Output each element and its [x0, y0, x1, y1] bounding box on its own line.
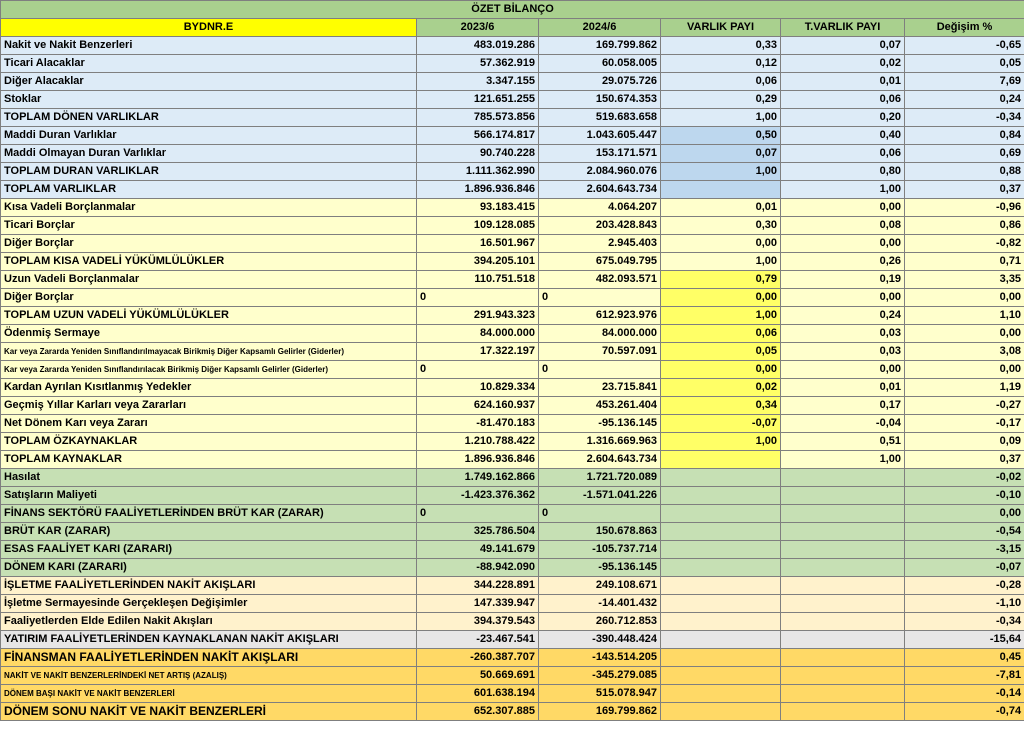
varlik-payi — [661, 577, 781, 595]
value-2023: 785.573.856 — [417, 109, 539, 127]
degisim: -0,28 — [905, 577, 1024, 595]
row-label: TOPLAM ÖZKAYNAKLAR — [1, 433, 417, 451]
table-row — [1, 199, 1024, 217]
t-varlik-payi: 0,17 — [781, 397, 905, 415]
row-label: Nakit ve Nakit Benzerleri — [1, 37, 417, 55]
t-varlik-payi: 0,08 — [781, 217, 905, 235]
varlik-payi: 0,50 — [661, 127, 781, 145]
degisim: -0,10 — [905, 487, 1024, 505]
t-varlik-payi: 0,06 — [781, 91, 905, 109]
value-2023: 1.111.362.990 — [417, 163, 539, 181]
table-row — [1, 559, 1024, 577]
row-label: Kar veya Zararda Yeniden Sınıflandırılacak Birikmiş Diğer Kapsamlı Gelirler (Giderler) — [1, 361, 417, 379]
varlik-payi: 0,07 — [661, 145, 781, 163]
value-2024: 60.058.005 — [539, 55, 661, 73]
varlik-payi: 0,00 — [661, 289, 781, 307]
degisim: -0,34 — [905, 109, 1024, 127]
varlik-payi — [661, 703, 781, 721]
value-2024: 453.261.404 — [539, 397, 661, 415]
value-2024: 612.923.976 — [539, 307, 661, 325]
varlik-payi — [661, 559, 781, 577]
degisim: -0,34 — [905, 613, 1024, 631]
sheet-title: ÖZET BİLANÇO — [1, 1, 1024, 19]
degisim: -15,64 — [905, 631, 1024, 649]
varlik-payi: 0,00 — [661, 235, 781, 253]
row-label: Kar veya Zararda Yeniden Sınıflandırılmayacak Birikmiş Diğer Kapsamlı Gelirler (Giderler) — [1, 343, 417, 361]
value-2024: 4.064.207 — [539, 199, 661, 217]
value-2023: 147.339.947 — [417, 595, 539, 613]
value-2023: 90.740.228 — [417, 145, 539, 163]
row-label: DÖNEM BAŞI NAKİT VE NAKİT BENZERLERİ — [1, 685, 417, 703]
table-row — [1, 703, 1024, 721]
value-2023: 624.160.937 — [417, 397, 539, 415]
degisim: -7,81 — [905, 667, 1024, 685]
value-2024: -1.571.041.226 — [539, 487, 661, 505]
table-row — [1, 163, 1024, 181]
table-row — [1, 91, 1024, 109]
varlik-payi: 1,00 — [661, 433, 781, 451]
value-2023: 0 — [417, 361, 539, 379]
row-label: İşletme Sermayesinde Gerçekleşen Değişimler — [1, 595, 417, 613]
value-2024: 84.000.000 — [539, 325, 661, 343]
t-varlik-payi: 0,24 — [781, 307, 905, 325]
t-varlik-payi: 0,00 — [781, 235, 905, 253]
varlik-payi: 0,79 — [661, 271, 781, 289]
table-row — [1, 325, 1024, 343]
value-2023: 483.019.286 — [417, 37, 539, 55]
value-2023: 93.183.415 — [417, 199, 539, 217]
t-varlik-payi: 0,01 — [781, 73, 905, 91]
value-2024: -345.279.085 — [539, 667, 661, 685]
row-label: Maddi Olmayan Duran Varlıklar — [1, 145, 417, 163]
degisim: 0,24 — [905, 91, 1024, 109]
t-varlik-payi — [781, 523, 905, 541]
degisim: -0,82 — [905, 235, 1024, 253]
t-varlik-payi: 0,01 — [781, 379, 905, 397]
row-label: DÖNEM KARI (ZARARI) — [1, 559, 417, 577]
row-label: Ödenmiş Sermaye — [1, 325, 417, 343]
t-varlik-payi — [781, 541, 905, 559]
value-2024: 1.043.605.447 — [539, 127, 661, 145]
value-2023: 1.896.936.846 — [417, 181, 539, 199]
t-varlik-payi: 0,07 — [781, 37, 905, 55]
value-2024: 249.108.671 — [539, 577, 661, 595]
value-2023: 394.379.543 — [417, 613, 539, 631]
table-row — [1, 289, 1024, 307]
varlik-payi: 1,00 — [661, 253, 781, 271]
degisim: 0,00 — [905, 505, 1024, 523]
table-row — [1, 343, 1024, 361]
t-varlik-payi — [781, 613, 905, 631]
table-row — [1, 73, 1024, 91]
varlik-payi: 0,06 — [661, 73, 781, 91]
varlik-payi: 1,00 — [661, 163, 781, 181]
varlik-payi: 0,02 — [661, 379, 781, 397]
table-row — [1, 109, 1024, 127]
t-varlik-payi: 0,20 — [781, 109, 905, 127]
row-label: Satışların Maliyeti — [1, 487, 417, 505]
table-row — [1, 415, 1024, 433]
value-2023: -1.423.376.362 — [417, 487, 539, 505]
degisim: 0,86 — [905, 217, 1024, 235]
value-2023: 110.751.518 — [417, 271, 539, 289]
row-label: TOPLAM KAYNAKLAR — [1, 451, 417, 469]
t-varlik-payi: 1,00 — [781, 181, 905, 199]
degisim: -3,15 — [905, 541, 1024, 559]
value-2023: -260.387.707 — [417, 649, 539, 667]
row-label: TOPLAM VARLIKLAR — [1, 181, 417, 199]
t-varlik-payi: 0,40 — [781, 127, 905, 145]
value-2024: -143.514.205 — [539, 649, 661, 667]
degisim: 0,45 — [905, 649, 1024, 667]
value-2024: -390.448.424 — [539, 631, 661, 649]
degisim-header: Değişim % — [905, 19, 1024, 37]
value-2024: 260.712.853 — [539, 613, 661, 631]
t-varlik-payi: 0,51 — [781, 433, 905, 451]
value-2023: -23.467.541 — [417, 631, 539, 649]
t-varlik-payi — [781, 685, 905, 703]
degisim: 0,84 — [905, 127, 1024, 145]
degisim: 0,00 — [905, 361, 1024, 379]
varlik-payi — [661, 487, 781, 505]
t-varlik-payi: 0,00 — [781, 289, 905, 307]
value-2024: 0 — [539, 361, 661, 379]
value-2023: 1.749.162.866 — [417, 469, 539, 487]
varlik-payi: -0,07 — [661, 415, 781, 433]
value-2023: 1.896.936.846 — [417, 451, 539, 469]
table-row — [1, 235, 1024, 253]
varlik-payi: 0,12 — [661, 55, 781, 73]
value-2023: 325.786.504 — [417, 523, 539, 541]
degisim: 0,88 — [905, 163, 1024, 181]
value-2023: 57.362.919 — [417, 55, 539, 73]
row-label: Faaliyetlerden Elde Edilen Nakit Akışları — [1, 613, 417, 631]
value-2024: 23.715.841 — [539, 379, 661, 397]
t-varlik-payi — [781, 667, 905, 685]
t-varlik-payi-header: T.VARLIK PAYI — [781, 19, 905, 37]
degisim: -0,96 — [905, 199, 1024, 217]
value-2023: 3.347.155 — [417, 73, 539, 91]
value-2023: 601.638.194 — [417, 685, 539, 703]
t-varlik-payi — [781, 595, 905, 613]
varlik-payi — [661, 505, 781, 523]
table-row — [1, 217, 1024, 235]
value-2023: 121.651.255 — [417, 91, 539, 109]
row-label: TOPLAM DÖNEN VARLIKLAR — [1, 109, 417, 127]
row-label: Ticari Borçlar — [1, 217, 417, 235]
row-label: Kardan Ayrılan Kısıtlanmış Yedekler — [1, 379, 417, 397]
varlik-payi — [661, 523, 781, 541]
varlik-payi: 0,05 — [661, 343, 781, 361]
value-2024: 203.428.843 — [539, 217, 661, 235]
degisim: 0,05 — [905, 55, 1024, 73]
table-row — [1, 541, 1024, 559]
t-varlik-payi: -0,04 — [781, 415, 905, 433]
t-varlik-payi — [781, 703, 905, 721]
degisim: -0,17 — [905, 415, 1024, 433]
table-row — [1, 649, 1024, 667]
value-2023: 1.210.788.422 — [417, 433, 539, 451]
row-label: NAKİT VE NAKİT BENZERLERİNDEKİ NET ARTIŞ (AZALIŞ) — [1, 667, 417, 685]
value-2024: 2.945.403 — [539, 235, 661, 253]
varlik-payi: 1,00 — [661, 307, 781, 325]
degisim: -1,10 — [905, 595, 1024, 613]
value-2023: 17.322.197 — [417, 343, 539, 361]
table-row — [1, 469, 1024, 487]
table-row — [1, 55, 1024, 73]
varlik-payi — [661, 181, 781, 199]
table-row — [1, 433, 1024, 451]
value-2023: 109.128.085 — [417, 217, 539, 235]
t-varlik-payi: 0,03 — [781, 343, 905, 361]
t-varlik-payi — [781, 631, 905, 649]
table-row — [1, 397, 1024, 415]
value-2024: 482.093.571 — [539, 271, 661, 289]
value-2024: -105.737.714 — [539, 541, 661, 559]
row-label: Diğer Borçlar — [1, 289, 417, 307]
year1-header: 2023/6 — [417, 19, 539, 37]
t-varlik-payi — [781, 649, 905, 667]
varlik-payi — [661, 595, 781, 613]
value-2023: 49.141.679 — [417, 541, 539, 559]
table-row — [1, 379, 1024, 397]
value-2023: 344.228.891 — [417, 577, 539, 595]
value-2023: 0 — [417, 505, 539, 523]
varlik-payi — [661, 685, 781, 703]
degisim: 0,00 — [905, 289, 1024, 307]
table-row — [1, 361, 1024, 379]
varlik-payi — [661, 451, 781, 469]
row-label: Diğer Borçlar — [1, 235, 417, 253]
varlik-payi: 0,34 — [661, 397, 781, 415]
value-2023: -88.942.090 — [417, 559, 539, 577]
value-2023: 291.943.323 — [417, 307, 539, 325]
row-label: İŞLETME FAALİYETLERİNDEN NAKİT AKIŞLARI — [1, 577, 417, 595]
degisim: 1,19 — [905, 379, 1024, 397]
table-row — [1, 307, 1024, 325]
row-label: Kısa Vadeli Borçlanmalar — [1, 199, 417, 217]
table-row — [1, 37, 1024, 55]
value-2024: 2.604.643.734 — [539, 451, 661, 469]
degisim: 3,08 — [905, 343, 1024, 361]
degisim: -0,27 — [905, 397, 1024, 415]
value-2024: 150.678.863 — [539, 523, 661, 541]
row-label: YATIRIM FAALİYETLERİNDEN KAYNAKLANAN NAKİT AKIŞLARI — [1, 631, 417, 649]
value-2024: 515.078.947 — [539, 685, 661, 703]
t-varlik-payi — [781, 487, 905, 505]
row-label: FİNANSMAN FAALİYETLERİNDEN NAKİT AKIŞLARI — [1, 649, 417, 667]
row-label: TOPLAM UZUN VADELİ YÜKÜMLÜLÜKLER — [1, 307, 417, 325]
value-2023: 566.174.817 — [417, 127, 539, 145]
value-2023: 10.829.334 — [417, 379, 539, 397]
degisim: -0,54 — [905, 523, 1024, 541]
varlik-payi: 0,29 — [661, 91, 781, 109]
degisim: 0,37 — [905, 451, 1024, 469]
row-label: Uzun Vadeli Borçlanmalar — [1, 271, 417, 289]
table-row — [1, 487, 1024, 505]
row-label: Ticari Alacaklar — [1, 55, 417, 73]
row-label: Stoklar — [1, 91, 417, 109]
value-2023: 50.669.691 — [417, 667, 539, 685]
table-row — [1, 631, 1024, 649]
t-varlik-payi: 0,06 — [781, 145, 905, 163]
degisim: -0,02 — [905, 469, 1024, 487]
varlik-payi — [661, 649, 781, 667]
t-varlik-payi: 0,03 — [781, 325, 905, 343]
varlik-payi — [661, 469, 781, 487]
row-label: TOPLAM DURAN VARLIKLAR — [1, 163, 417, 181]
value-2024: 153.171.571 — [539, 145, 661, 163]
t-varlik-payi — [781, 505, 905, 523]
value-2024: -95.136.145 — [539, 415, 661, 433]
row-label: Hasılat — [1, 469, 417, 487]
degisim: -0,14 — [905, 685, 1024, 703]
value-2024: 169.799.862 — [539, 37, 661, 55]
t-varlik-payi: 0,19 — [781, 271, 905, 289]
value-2024: 70.597.091 — [539, 343, 661, 361]
varlik-payi: 0,33 — [661, 37, 781, 55]
degisim: -0,74 — [905, 703, 1024, 721]
row-label: Net Dönem Karı veya Zararı — [1, 415, 417, 433]
degisim: 0,71 — [905, 253, 1024, 271]
t-varlik-payi: 0,80 — [781, 163, 905, 181]
varlik-payi: 0,00 — [661, 361, 781, 379]
value-2024: 2.084.960.076 — [539, 163, 661, 181]
ticker-header: BYDNR.E — [1, 19, 417, 37]
row-label: ESAS FAALİYET KARI (ZARARI) — [1, 541, 417, 559]
t-varlik-payi: 0,00 — [781, 361, 905, 379]
degisim: 1,10 — [905, 307, 1024, 325]
t-varlik-payi — [781, 559, 905, 577]
degisim: 0,00 — [905, 325, 1024, 343]
t-varlik-payi: 0,26 — [781, 253, 905, 271]
varlik-payi: 0,06 — [661, 325, 781, 343]
degisim: 0,09 — [905, 433, 1024, 451]
table-row — [1, 505, 1024, 523]
varlik-payi — [661, 667, 781, 685]
value-2024: 675.049.795 — [539, 253, 661, 271]
value-2024: 0 — [539, 289, 661, 307]
varlik-payi-header: VARLIK PAYI — [661, 19, 781, 37]
row-label: FİNANS SEKTÖRÜ FAALİYETLERİNDEN BRÜT KAR (ZARAR) — [1, 505, 417, 523]
value-2024: 169.799.862 — [539, 703, 661, 721]
t-varlik-payi: 0,02 — [781, 55, 905, 73]
value-2024: 2.604.643.734 — [539, 181, 661, 199]
table-row — [1, 523, 1024, 541]
degisim: -0,07 — [905, 559, 1024, 577]
table-row — [1, 145, 1024, 163]
varlik-payi: 0,30 — [661, 217, 781, 235]
varlik-payi: 1,00 — [661, 109, 781, 127]
table-row — [1, 181, 1024, 199]
table-row — [1, 613, 1024, 631]
value-2024: 519.683.658 — [539, 109, 661, 127]
value-2023: 84.000.000 — [417, 325, 539, 343]
table-row — [1, 253, 1024, 271]
table-row — [1, 271, 1024, 289]
value-2023: -81.470.183 — [417, 415, 539, 433]
t-varlik-payi: 0,00 — [781, 199, 905, 217]
year2-header: 2024/6 — [539, 19, 661, 37]
degisim: 7,69 — [905, 73, 1024, 91]
value-2024: 150.674.353 — [539, 91, 661, 109]
table-row — [1, 685, 1024, 703]
value-2024: 1.316.669.963 — [539, 433, 661, 451]
value-2024: 1.721.720.089 — [539, 469, 661, 487]
value-2024: 29.075.726 — [539, 73, 661, 91]
table-row — [1, 451, 1024, 469]
value-2024: 0 — [539, 505, 661, 523]
table-row — [1, 595, 1024, 613]
t-varlik-payi — [781, 469, 905, 487]
varlik-payi — [661, 613, 781, 631]
value-2023: 0 — [417, 289, 539, 307]
value-2023: 16.501.967 — [417, 235, 539, 253]
degisim: 0,69 — [905, 145, 1024, 163]
row-label: TOPLAM KISA VADELİ YÜKÜMLÜLÜKLER — [1, 253, 417, 271]
value-2023: 394.205.101 — [417, 253, 539, 271]
row-label: Diğer Alacaklar — [1, 73, 417, 91]
value-2024: -95.136.145 — [539, 559, 661, 577]
varlik-payi — [661, 541, 781, 559]
degisim: -0,65 — [905, 37, 1024, 55]
degisim: 3,35 — [905, 271, 1024, 289]
degisim: 0,37 — [905, 181, 1024, 199]
row-label: Geçmiş Yıllar Karları veya Zararları — [1, 397, 417, 415]
table-row — [1, 577, 1024, 595]
t-varlik-payi — [781, 577, 905, 595]
varlik-payi: 0,01 — [661, 199, 781, 217]
row-label: Maddi Duran Varlıklar — [1, 127, 417, 145]
row-label: BRÜT KAR (ZARAR) — [1, 523, 417, 541]
table-row — [1, 667, 1024, 685]
table-row — [1, 127, 1024, 145]
varlik-payi — [661, 631, 781, 649]
value-2024: -14.401.432 — [539, 595, 661, 613]
row-label: DÖNEM SONU NAKİT VE NAKİT BENZERLERİ — [1, 703, 417, 721]
value-2023: 652.307.885 — [417, 703, 539, 721]
t-varlik-payi: 1,00 — [781, 451, 905, 469]
